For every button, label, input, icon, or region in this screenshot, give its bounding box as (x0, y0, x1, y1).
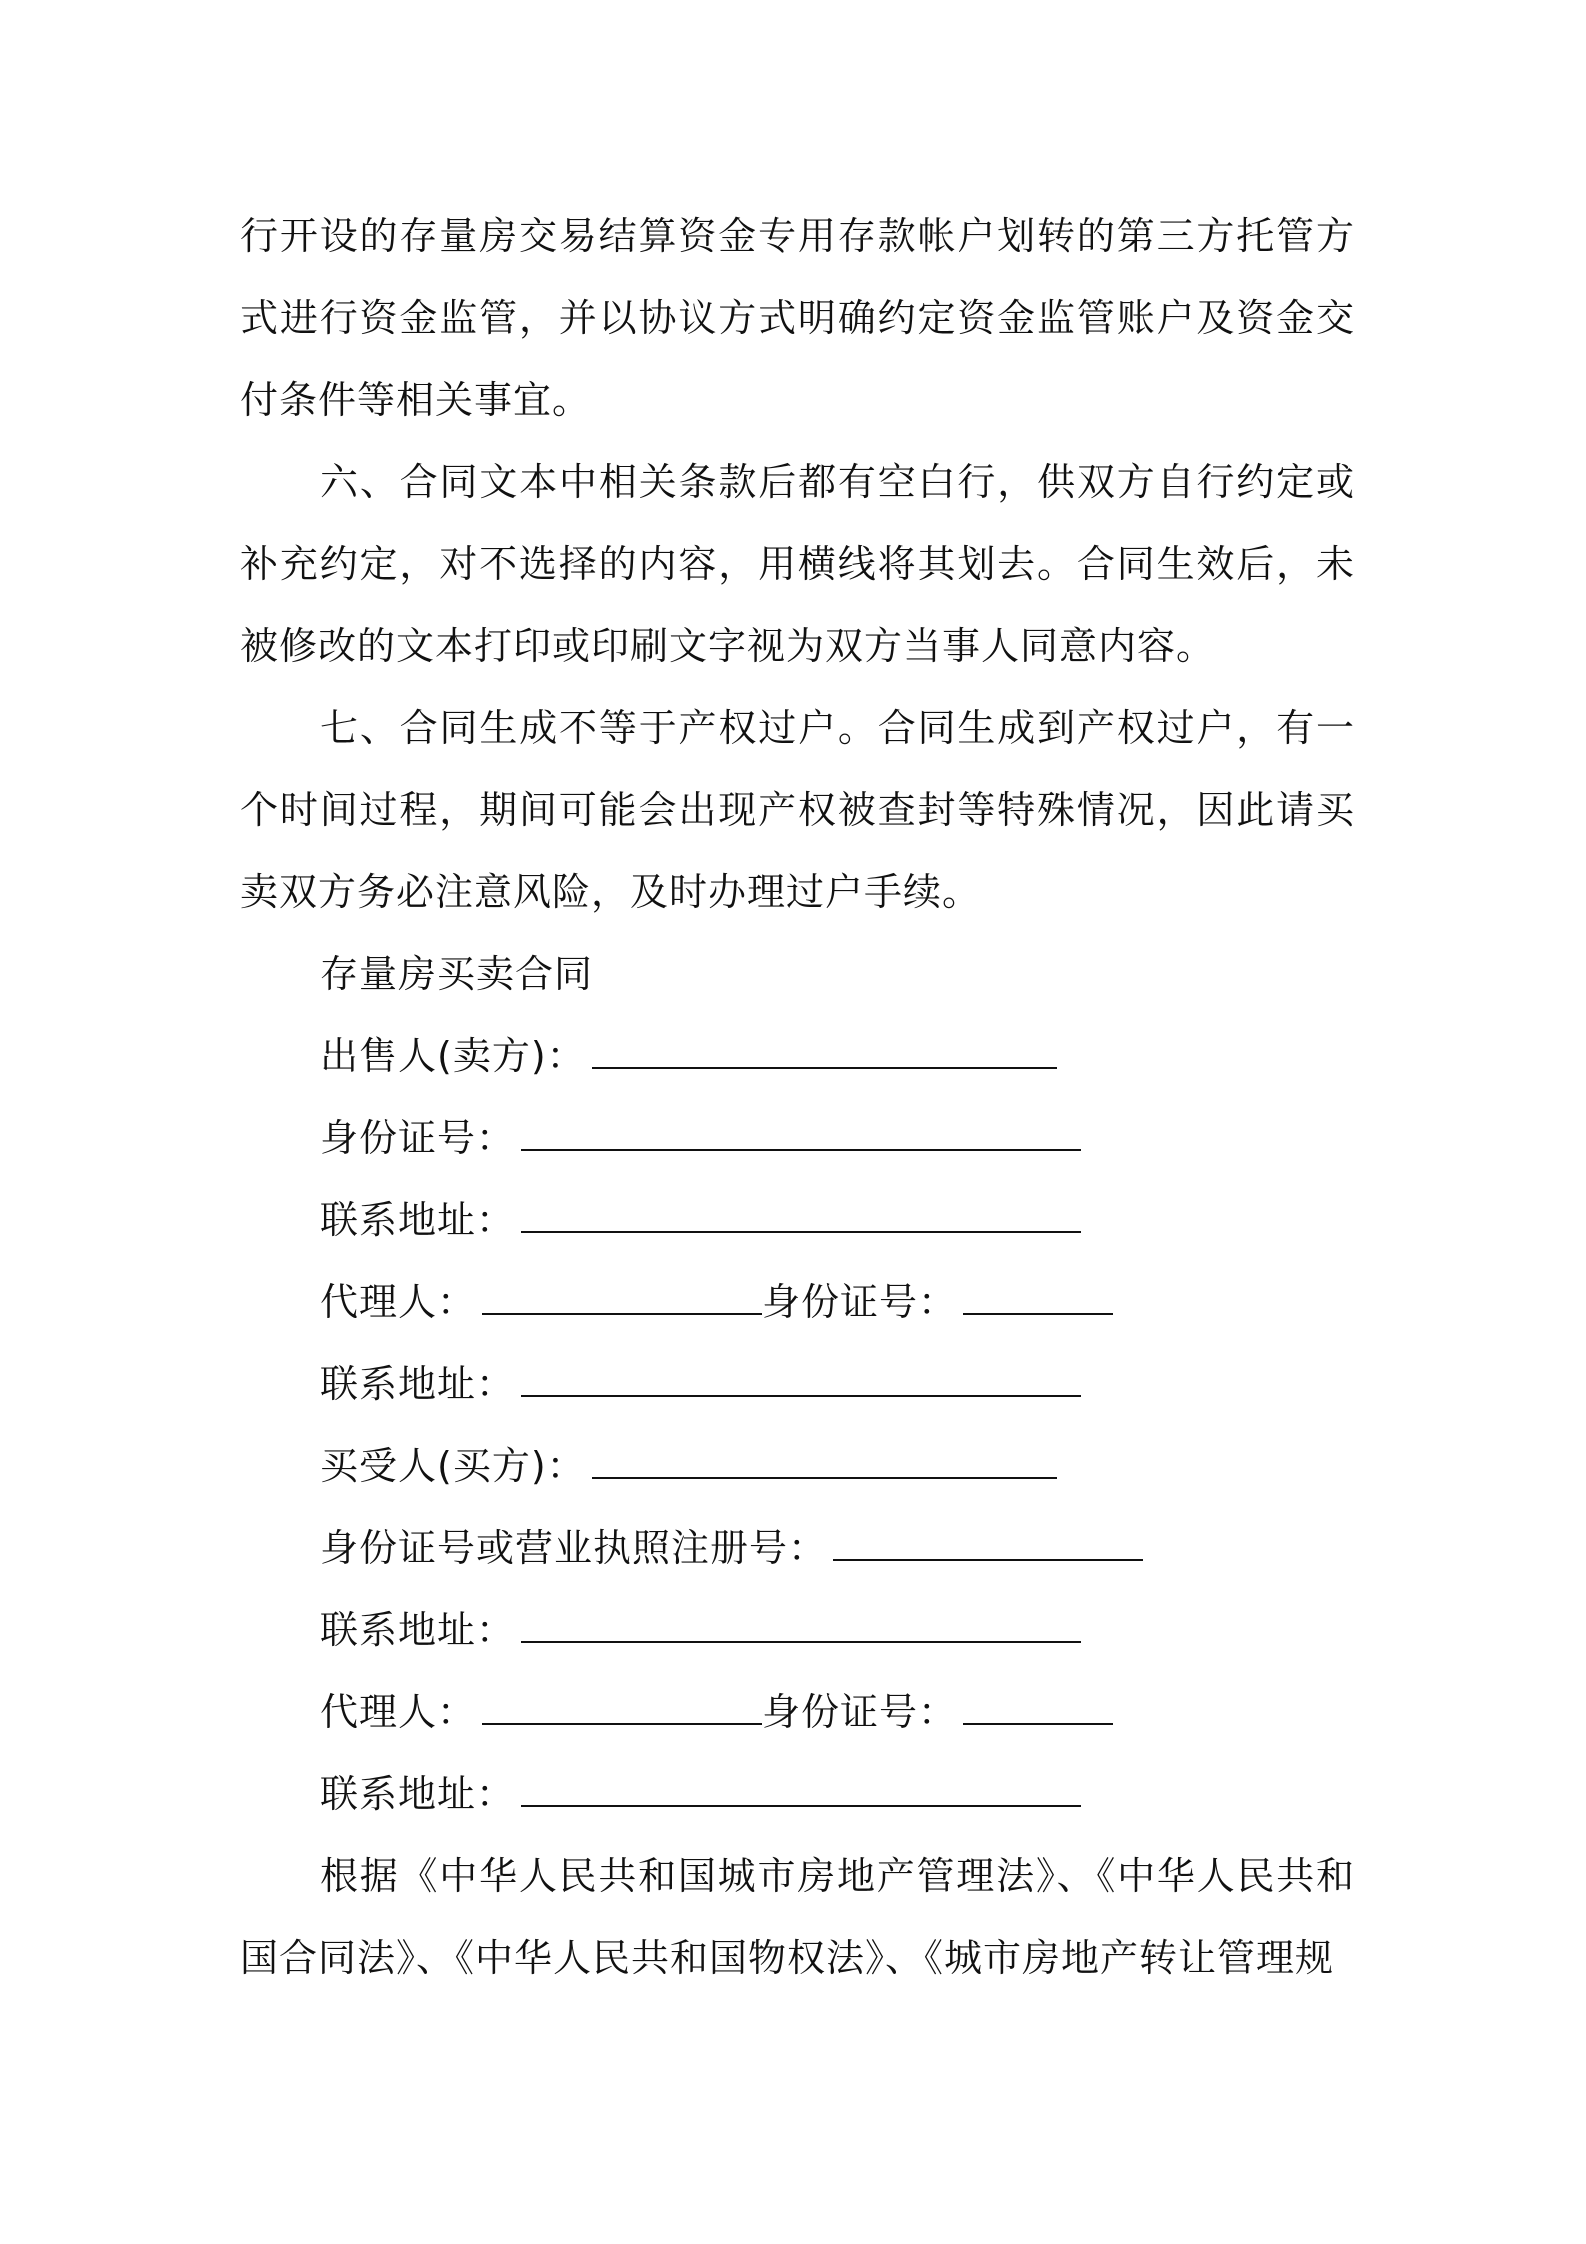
buyer-agent-blank[interactable] (482, 1693, 762, 1725)
buyer-id-label: 身份证号或营业执照注册号： (320, 1526, 828, 1570)
seller-id-label: 身份证号： (320, 1116, 516, 1160)
paragraph-item-seven: 七、合同生成不等于产权过户。合同生成到产权过户，有一个时间过程，期间可能会出现产权被查封等特殊情况，因此请买卖双方务必注意风险，及时办理过户手续。 (240, 706, 1355, 914)
buyer-agent-address-row (240, 1753, 1355, 1835)
seller-blank[interactable] (592, 1037, 1057, 1069)
buyer-address-label: 联系地址： (320, 1608, 516, 1652)
contract-title (240, 933, 1355, 1015)
buyer-label: 买受人(买方)： (320, 1444, 586, 1488)
seller-agent-address-blank[interactable] (521, 1365, 1081, 1397)
seller-address-row (240, 1179, 1355, 1261)
paragraph-item-six: 六、合同文本中相关条款后都有空白行，供双方自行约定或补充约定，对不选择的内容，用横线将其划去。合同生效后，未被修改的文本打印或印刷文字视为双方当事人同意内容。 (240, 460, 1355, 668)
seller-id-row (240, 1097, 1355, 1179)
buyer-agent-id-label: 身份证号： (762, 1690, 958, 1734)
seller-row (240, 1015, 1355, 1097)
buyer-blank[interactable] (592, 1447, 1057, 1479)
buyer-row (240, 1425, 1355, 1507)
paragraph-legal-basis: 根据《中华人民共和国城市房地产管理法》、《中华人民共和国合同法》、《中华人民共和国物权法》、《城市房地产转让管理规 (240, 1854, 1355, 1980)
contract-title-text: 存量房买卖合同 (320, 952, 594, 996)
buyer-agent-row (240, 1671, 1355, 1753)
buyer-agent-label: 代理人： (320, 1690, 477, 1734)
seller-agent-id-label: 身份证号： (762, 1280, 958, 1324)
buyer-address-blank[interactable] (521, 1611, 1081, 1643)
seller-agent-id-blank[interactable] (963, 1283, 1113, 1315)
buyer-address-row (240, 1589, 1355, 1671)
buyer-agent-address-blank[interactable] (521, 1775, 1081, 1807)
seller-address-label: 联系地址： (320, 1198, 516, 1242)
buyer-agent-id-blank[interactable] (963, 1693, 1113, 1725)
seller-agent-label: 代理人： (320, 1280, 477, 1324)
buyer-id-row (240, 1507, 1355, 1589)
seller-label: 出售人(卖方)： (320, 1034, 586, 1078)
seller-agent-address-row (240, 1343, 1355, 1425)
paragraph-fund-supervision: 行开设的存量房交易结算资金专用存款帐户划转的第三方托管方式进行资金监管，并以协议方式明确约定资金监管账户及资金交付条件等相关事宜。 (240, 214, 1355, 422)
seller-agent-address-label: 联系地址： (320, 1362, 516, 1406)
seller-id-blank[interactable] (521, 1119, 1081, 1151)
seller-address-blank[interactable] (521, 1201, 1081, 1233)
seller-agent-blank[interactable] (482, 1283, 762, 1315)
document-page (240, 195, 1355, 1999)
buyer-agent-address-label: 联系地址： (320, 1772, 516, 1816)
buyer-id-blank[interactable] (833, 1529, 1143, 1561)
seller-agent-row (240, 1261, 1355, 1343)
